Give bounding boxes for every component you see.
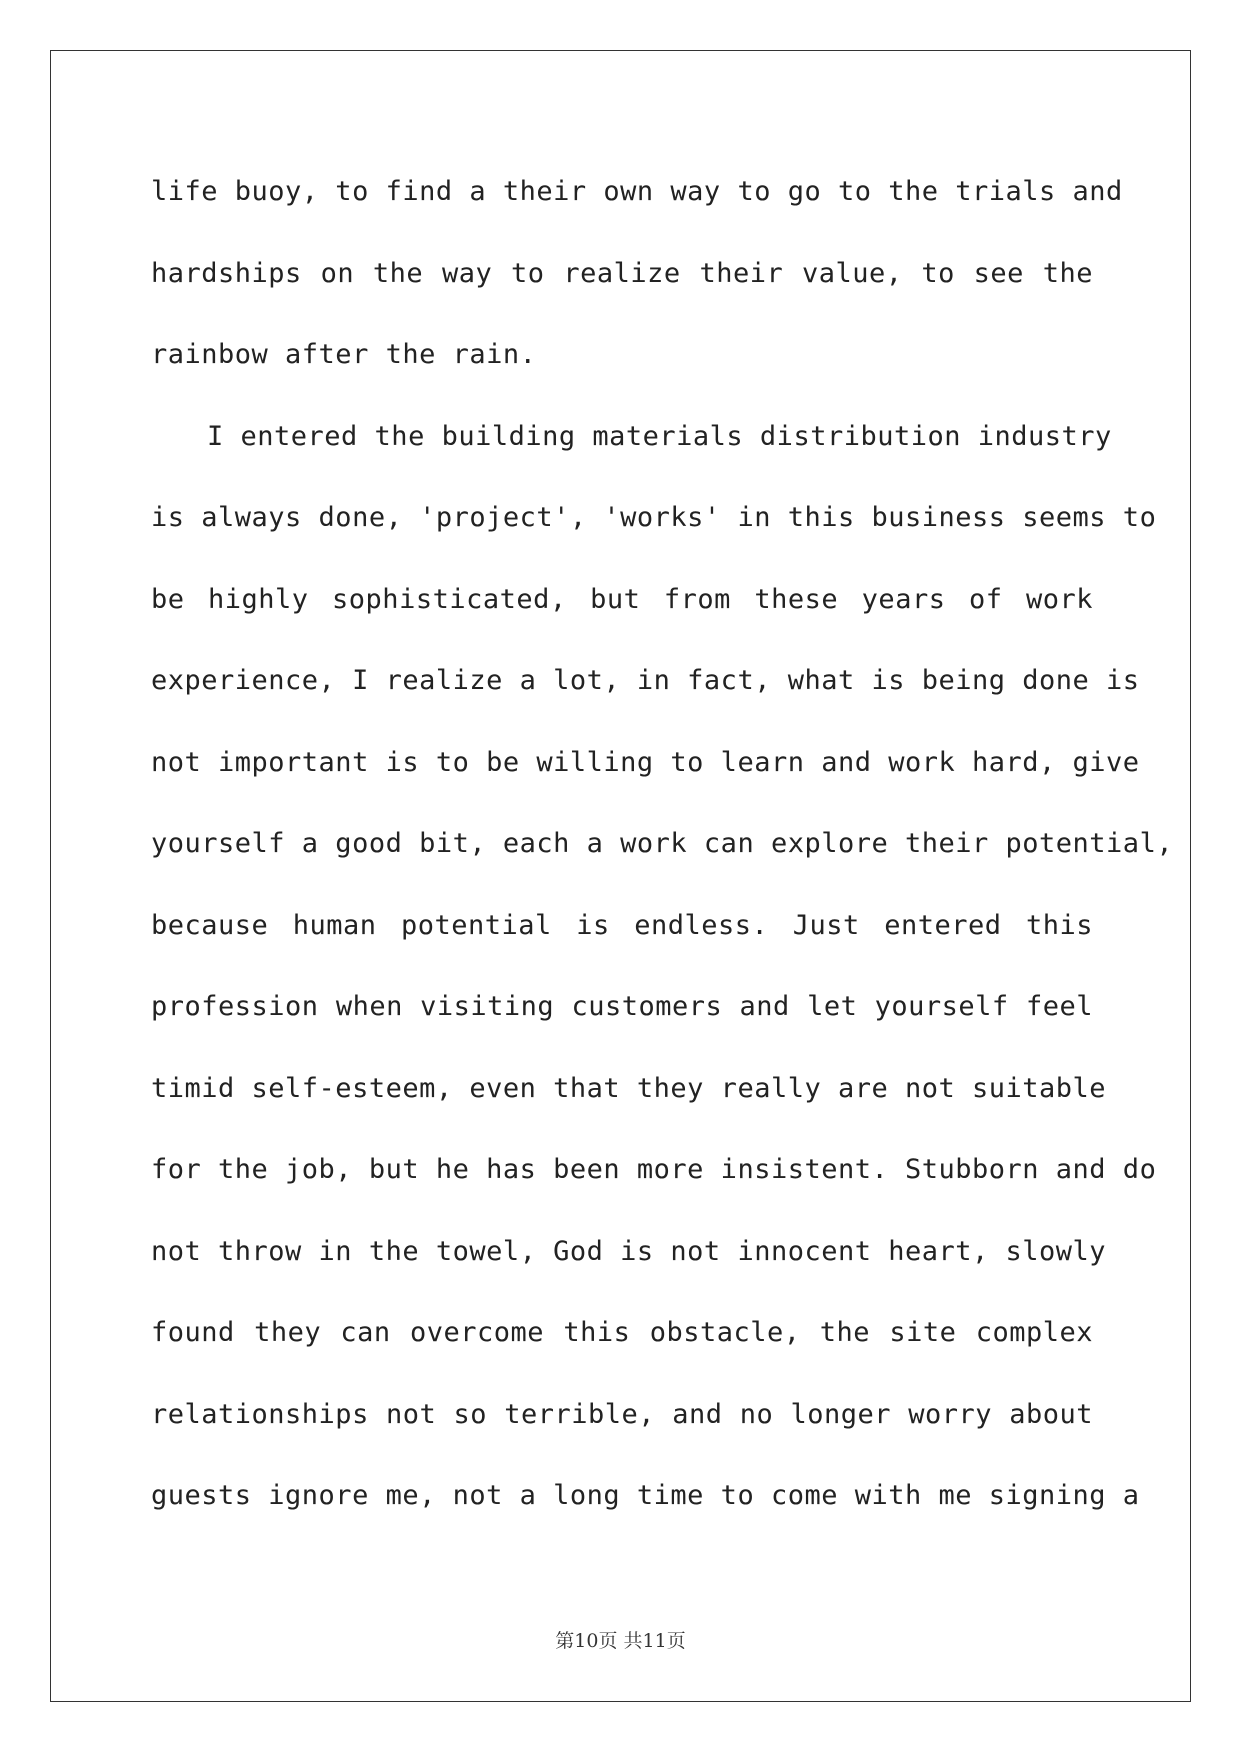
text-line: relationships not so terrible, and no longer worry about (151, 1398, 1093, 1430)
text-line: rainbow after the rain. (151, 339, 537, 370)
text-line: is always done, 'project', 'works' in this business seems to (151, 502, 1157, 533)
text-line: be highly sophisticated, but from these years of work (151, 583, 1093, 615)
body-text (151, 164, 1174, 1550)
text-line: life buoy, to find a their own way to go to the trials and (151, 176, 1123, 207)
text-line: not throw in the towel, God is not innocent heart, slowly (151, 1235, 1107, 1267)
text-line: experience, I realize a lot, in fact, what is being done is (151, 665, 1140, 696)
text-line: hardships on the way to realize their value, to see the (151, 257, 1093, 289)
page-number-footer: 第10页 共11页 (555, 1630, 686, 1652)
text-line: because human potential is endless. Just entered this (151, 909, 1093, 941)
text-line: guests ignore me, not a long time to come with me signing a (151, 1480, 1140, 1511)
text-line: I entered the building materials distribution industry (207, 420, 1112, 452)
text-line: yourself a good bit, each a work can explore their potential, (151, 828, 1174, 859)
text-line: profession when visiting customers and let yourself feel (151, 991, 1093, 1022)
text-line: for the job, but he has been more insistent. Stubborn and do (151, 1154, 1157, 1185)
text-line: timid self-esteem, even that they really are not suitable (151, 1072, 1107, 1104)
text-line: not important is to be willing to learn and work hard, give (151, 746, 1140, 778)
text-line: found they can overcome this obstacle, the site complex (151, 1317, 1093, 1348)
